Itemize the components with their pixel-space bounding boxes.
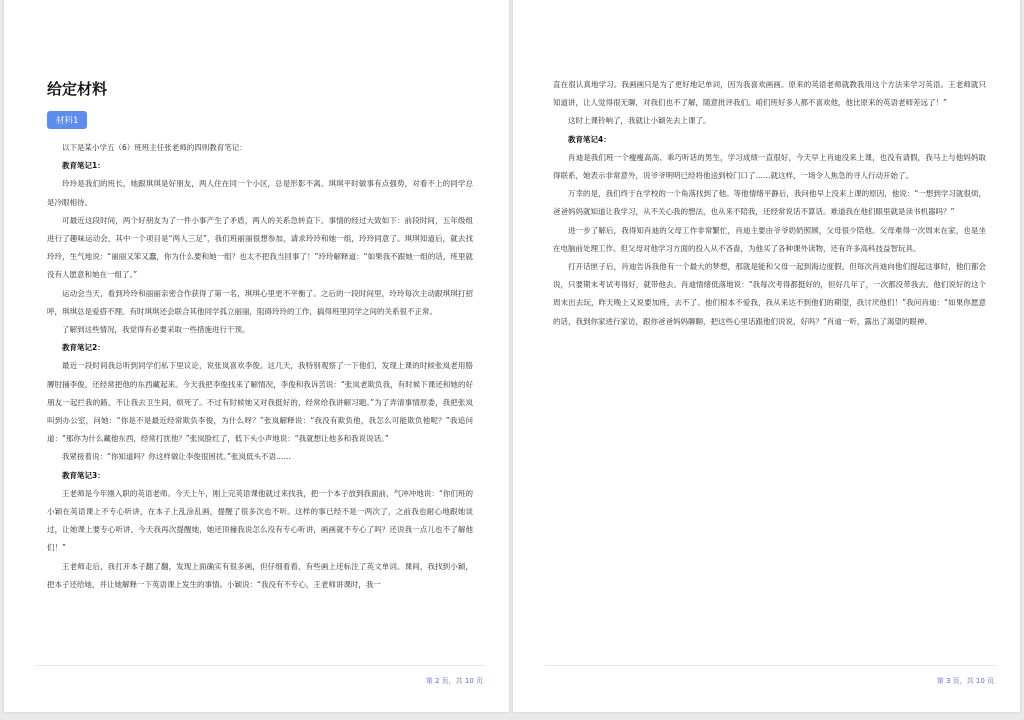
left-paragraphs xyxy=(47,139,473,594)
body-paragraph: 王老师走后，我打开本子翻了翻，发现上面确实有很多画，但仔细看看，有些画上还标注了英文单词。课间，我找到小颖，把本子还给她，并让她解释一下英语课上发生的事情。小颖说：“我没有不专心，王老师讲课时，我一 xyxy=(47,561,473,589)
note-heading: 教育笔记4： xyxy=(568,134,611,144)
page-3 xyxy=(513,0,1020,712)
body-paragraph: 直在很认真地学习。我画画只是为了更好地记单词，因为我喜欢画画。原来的英语老师就教我用这个方法来学习英语。王老师就只知道讲，让人觉得很无聊，对我们也不了解，随意批评我们。咱们班好多人都不喜欢他，他比原来的英语老师差远了！” xyxy=(553,80,986,108)
body-paragraph: 我紧接着说：“你知道吗？你这样做让李俊很困扰。”张岚低头不语…… xyxy=(62,452,292,462)
body-paragraph: 进一步了解后，我得知肖迪的父母工作非常繁忙，肖迪主要由爷爷奶奶照顾，父母很少陪他。父母难得一次周末在家，也是坐在电脑前处理工作。但父母对他学习方面的投入从不吝啬，为他买了各种课外读物，还有许多高科技益智玩具。 xyxy=(553,225,986,253)
right-paragraphs xyxy=(553,76,986,331)
footer-divider xyxy=(36,665,485,666)
note-heading: 教育笔记3： xyxy=(62,470,105,480)
footer-divider xyxy=(545,665,996,666)
body-paragraph: 万幸的是，我们终于在学校的一个角落找到了他。等他情绪平静后，我问他早上没来上课的原因，他说：“一想到学习就很烦，爸爸妈妈就知道让我学习，从不关心我的想法，也从来不陪我，还经常说话不算话。难道我在他们眼里就是读书机器吗？” xyxy=(553,189,986,217)
body-paragraph: 打开话匣子后，肖迪告诉我他有一个最大的梦想，那就是能和父母一起到海边度假。但每次肖迪向他们提起这事时，他们都会说，只要期末考试考得好，就带他去。肖迪情绪低落地说：“我每次考得都挺好的，但好几年了，一次都没带我去。他们说好的这个周末出去玩，昨天晚上又说要加班，去不了。他们根本不爱我，我从来达不到他们的期望，我讨厌他们！”我问肖迪：“如果你愿意的话，我到你家进行家访，跟你爸爸妈妈聊聊，把这些心里话跟他们说说，好吗？”肖迪一听，露出了渴望的眼神。 xyxy=(553,262,986,326)
note-heading: 教育笔记1： xyxy=(62,161,105,171)
material-badge: 材料1 xyxy=(47,111,87,129)
page-number-footer: 第 2 页，共 10 页 xyxy=(425,677,483,685)
page-3-content xyxy=(553,76,986,331)
body-paragraph: 可最近这段时间，两个好朋友为了一件小事产生了矛盾，两人的关系急转直下。事情的经过大致如下：前段时间，五年级组进行了趣味运动会，其中一个项目是“两人三足”，我们班丽丽很想参加，请求玲玲和她一组，玲玲同意了。琪琪知道后，就去找玲玲，生气地说：“丽丽又笨又蠢，你为什么要和她一组？也太不把我当回事了！”玲玲解释道：“如果我不跟她一组的话，班里就没有人愿意和她在一组了。” xyxy=(47,215,473,280)
body-paragraph: 王老师是今年刚入职的英语老师。今天上午，刚上完英语课他就过来找我，把一个本子放到我面前，气冲冲地说：“你们班的小颖在英语课上不专心听讲，在本子上乱涂乱画，提醒了很多次也不听。这样的事已经不是一两次了，之前我也耐心地跟她谈过，让她课上要专心听讲，今天我再次提醒她，她还顶撞我说怎么没有专心听讲，画画就不专心了吗？还说我一点儿也不了解他们！” xyxy=(47,488,473,553)
page-2-content xyxy=(47,78,473,594)
note-heading: 教育笔记2： xyxy=(62,343,105,353)
section-title: 给定材料 xyxy=(47,80,108,98)
page-number-footer: 第 3 页，共 10 页 xyxy=(936,677,994,685)
body-paragraph: 玲玲是我们的班长，她跟琪琪是好朋友，两人住在同一个小区，总是形影不离。琪琪平时做事有点强势，对看不上的同学总是冷眼相待。 xyxy=(47,179,473,207)
body-paragraph: 了解到这些情况，我觉得有必要采取一些措施进行干预。 xyxy=(62,325,250,335)
body-paragraph: 运动会当天，看到玲玲和丽丽亲密合作获得了第一名，琪琪心里更不平衡了。之后的一段时间里，玲玲每次主动跟琪琪打招呼，琪琪总是爱搭不理。有时琪琪还会联合其他同学孤立丽丽，阻碍玲玲的工作，搞得班里同学之间的关系很不正常。 xyxy=(47,288,473,316)
body-paragraph: 这时上课铃响了，我就让小颖先去上课了。 xyxy=(568,116,711,126)
body-paragraph: 肖迪是我们班一个瘦瘦高高、乖巧听话的男生，学习成绩一直很好，今天早上肖迪没来上课，也没有请假，我马上与他妈妈取得联系，她表示非常意外，说爷爷明明已经将他送到校门口了……就这样，一场令人焦急的寻人行动开始了。 xyxy=(553,152,986,181)
body-paragraph: 最近一段时间我总听到同学们私下里议论，说张岚喜欢李俊。这几天，我特别观察了一下他们，发现上课的时候张岚老用胳膊肘捅李俊，还经常把他的东西藏起来。今天我把李俊找来了解情况，李俊和我诉苦说：“张岚老欺负我，有时候下课还和她的好朋友一起拦我的路，不让我去卫生间，烦死了。不过有时候她又对我挺好的，经常给我讲解习题。”为了弄清事情原委，我把张岚叫到办公室，问她：“你是不是最近经常欺负李俊，为什么呀？”张岚解释说：“我没有欺负他，我怎么可能欺负他呢？”我追问道：“那你为什么藏他东西，经常打扰他？”张岚脸红了，低下头小声地说：“我就想让他多和我说说话。” xyxy=(47,361,473,444)
body-paragraph: 以下是某小学五（6）班班主任张老师的四则教育笔记： xyxy=(62,143,247,152)
page-2 xyxy=(4,0,509,712)
